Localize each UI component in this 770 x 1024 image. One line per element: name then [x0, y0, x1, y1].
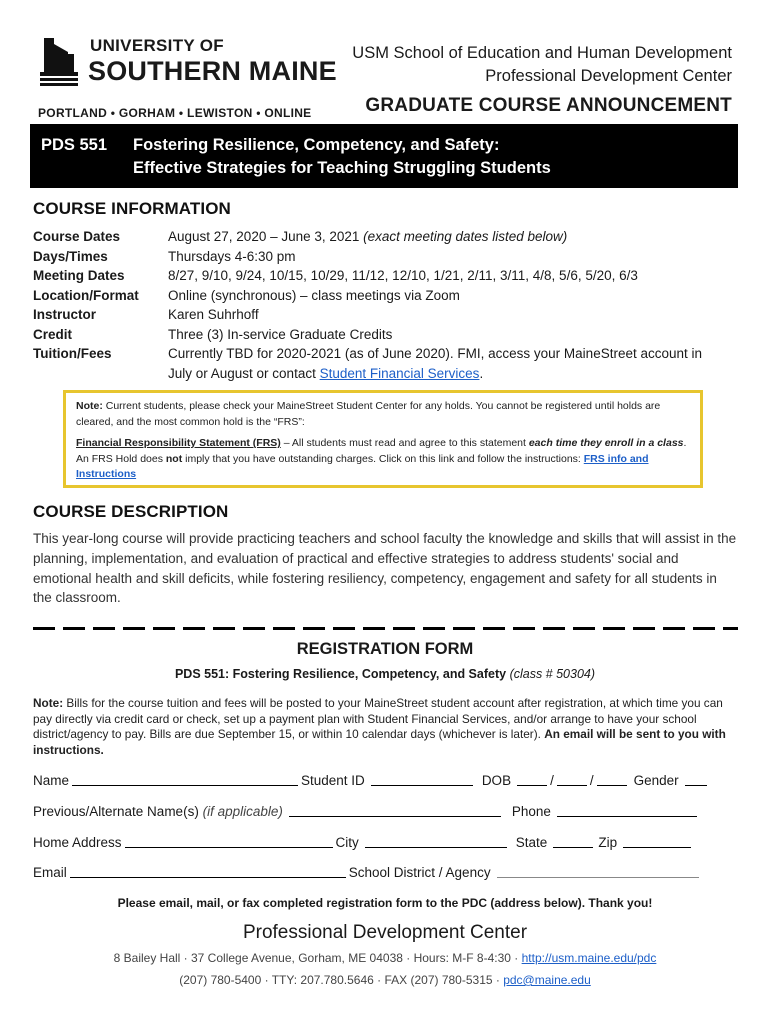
- info-label: Instructor: [33, 307, 97, 322]
- frs-statement-link[interactable]: Financial Responsibility Statement (FRS): [76, 437, 281, 449]
- cut-line-divider: [33, 627, 738, 630]
- footer-title: Professional Development Center: [242, 922, 528, 943]
- info-label: Days/Times: [33, 248, 108, 264]
- city-label: City: [335, 835, 359, 850]
- logo-southern-maine: SOUTHERN MAINE: [88, 56, 337, 86]
- state-field[interactable]: [553, 834, 593, 848]
- course-code: PDS 551: [41, 136, 108, 154]
- info-row-meeting-dates: [33, 266, 718, 286]
- gender-field[interactable]: [685, 772, 707, 786]
- info-label: Credit: [33, 326, 73, 342]
- course-information-heading: COURSE INFORMATION: [33, 199, 231, 218]
- state-label: State: [515, 835, 548, 850]
- form-row-prev-name: [33, 803, 700, 819]
- info-value: Currently TBD for 2020-2021 (as of June 2020). FMI, access your MaineStreet account in July or August or contact Student Financial Services.: [168, 346, 703, 381]
- prev-name-field[interactable]: [289, 803, 501, 817]
- logo-campuses: PORTLAND • GORHAM • LEWISTON • ONLINE: [38, 106, 312, 120]
- note-paragraph-holds: Note: Current students, please check your MaineStreet Student Center for any holds. You cannot be registered until holds are cleared, and the most common hold is the “FRS”:: [76, 400, 661, 428]
- course-description-heading: COURSE DESCRIPTION: [33, 502, 229, 521]
- info-label: Tuition/Fees: [33, 346, 112, 361]
- course-title-line1: Fostering Resilience, Competency, and Safety:: [133, 136, 500, 154]
- header-org: [352, 42, 732, 88]
- dob-day-field[interactable]: [557, 772, 587, 786]
- prev-name-label: Previous/Alternate Name(s) (if applicable): [33, 804, 283, 819]
- form-row-email: [33, 864, 702, 880]
- course-title-line2: Effective Strategies for Teaching Struggling Students: [133, 159, 551, 177]
- info-value: Three (3) In-service Graduate Credits: [168, 326, 393, 342]
- zip-field[interactable]: [623, 834, 691, 848]
- info-row-location: [33, 286, 718, 306]
- email-label: Email: [33, 865, 67, 880]
- phone-label: Phone: [511, 804, 551, 819]
- student-id-label: Student ID: [301, 773, 365, 788]
- registration-note: Note: Bills for the course tuition and fees will be posted to your MaineStreet student account after registration, at which time you can pay directly via credit card or check, set up a payment plan with Student Financial Services, and/or arrange to have your school district/agency to pay. Bills are due September 15, or within 10 calendar days (whichever is later). An email will be sent to you with instructions.: [33, 696, 726, 757]
- note-paragraph-frs: Financial Responsibility Statement (FRS) – All students must read and agree to this statement each time they enroll in a class. An FRS Hold does not imply that you have outstanding charges. Click on this link and follow the instructions: FRS info and Instructions: [76, 437, 687, 480]
- header-center: Professional Development Center: [485, 67, 732, 85]
- logo-university-of: UNIVERSITY OF: [90, 36, 224, 55]
- name-field[interactable]: [72, 772, 298, 786]
- info-row-credit: [33, 325, 718, 345]
- city-field[interactable]: [365, 834, 507, 848]
- district-label: School District / Agency: [348, 865, 491, 880]
- announcement-heading: GRADUATE COURSE ANNOUNCEMENT: [365, 95, 732, 116]
- home-address-label: Home Address: [33, 835, 122, 850]
- dob-separator: /: [550, 773, 554, 788]
- district-field[interactable]: [497, 864, 699, 878]
- registration-instructions: Please email, mail, or fax completed registration form to the PDC (address below). Thank you!: [117, 896, 653, 910]
- frs-info-link[interactable]: FRS info and Instructions: [76, 452, 649, 480]
- info-value: August 27, 2020 – June 3, 2021 (exact meeting dates listed below): [168, 229, 568, 244]
- dob-label: DOB: [481, 773, 512, 788]
- course-info-table: [33, 227, 718, 383]
- footer-address: 8 Bailey Hall · 37 College Avenue, Gorham, ME 04038 · Hours: M-F 8-4:30 · http://usm.maine.edu/pdc: [113, 951, 657, 965]
- info-label: Location/Format: [33, 287, 139, 303]
- usm-logo-icon: [38, 36, 80, 88]
- frs-note-box: [63, 390, 703, 488]
- home-address-field[interactable]: [125, 834, 333, 848]
- dob-year-field[interactable]: [597, 772, 627, 786]
- info-row-instructor: [33, 305, 718, 325]
- header-school: USM School of Education and Human Development: [352, 44, 732, 62]
- info-value: Karen Suhrhoff: [168, 307, 259, 322]
- class-number: (class # 50304): [509, 667, 596, 681]
- footer-contact: (207) 780-5400 · TTY: 207.780.5646 · FAX (207) 780-5315 · pdc@maine.edu: [179, 973, 591, 987]
- student-financial-services-link[interactable]: Student Financial Services: [319, 365, 480, 381]
- course-description-text: This year-long course will provide practicing teachers and school faculty the knowledge and skills that will assist in the planning, implementation, and evaluation of practical and effective strategies to address students' social and emotional health and skill deficits, while fostering resiliency, competency, engagement and safety for all students in the classroom.: [33, 531, 737, 606]
- dob-month-field[interactable]: [517, 772, 547, 786]
- info-value: 8/27, 9/10, 9/24, 10/15, 10/29, 11/12, 12/10, 1/21, 2/11, 3/11, 4/8, 5/6, 5/20, 6/3: [168, 268, 638, 283]
- email-field[interactable]: [70, 864, 346, 878]
- zip-label: Zip: [598, 835, 618, 850]
- info-label: Meeting Dates: [33, 268, 125, 283]
- course-title-bar: [30, 124, 738, 188]
- pdc-email-link[interactable]: pdc@maine.edu: [503, 973, 591, 987]
- info-value: Online (synchronous) – class meetings via Zoom: [168, 287, 460, 303]
- info-value: Thursdays 4-6:30 pm: [168, 248, 296, 264]
- pdc-website-link[interactable]: http://usm.maine.edu/pdc: [521, 951, 657, 965]
- form-row-address: [33, 834, 694, 850]
- gender-label: Gender: [633, 773, 679, 788]
- form-row-name: [33, 772, 710, 788]
- info-row-days-times: [33, 247, 718, 267]
- info-row-course-dates: [33, 227, 718, 247]
- registration-subtitle: PDS 551: Fostering Resilience, Competency, and Safety (class # 50304): [174, 667, 596, 681]
- info-row-tuition: [33, 344, 718, 383]
- student-id-field[interactable]: [371, 772, 473, 786]
- registration-form-heading: REGISTRATION FORM: [296, 640, 474, 658]
- info-label: Course Dates: [33, 229, 121, 244]
- phone-field[interactable]: [557, 803, 697, 817]
- name-label: Name: [33, 773, 70, 788]
- dob-separator: /: [589, 773, 594, 788]
